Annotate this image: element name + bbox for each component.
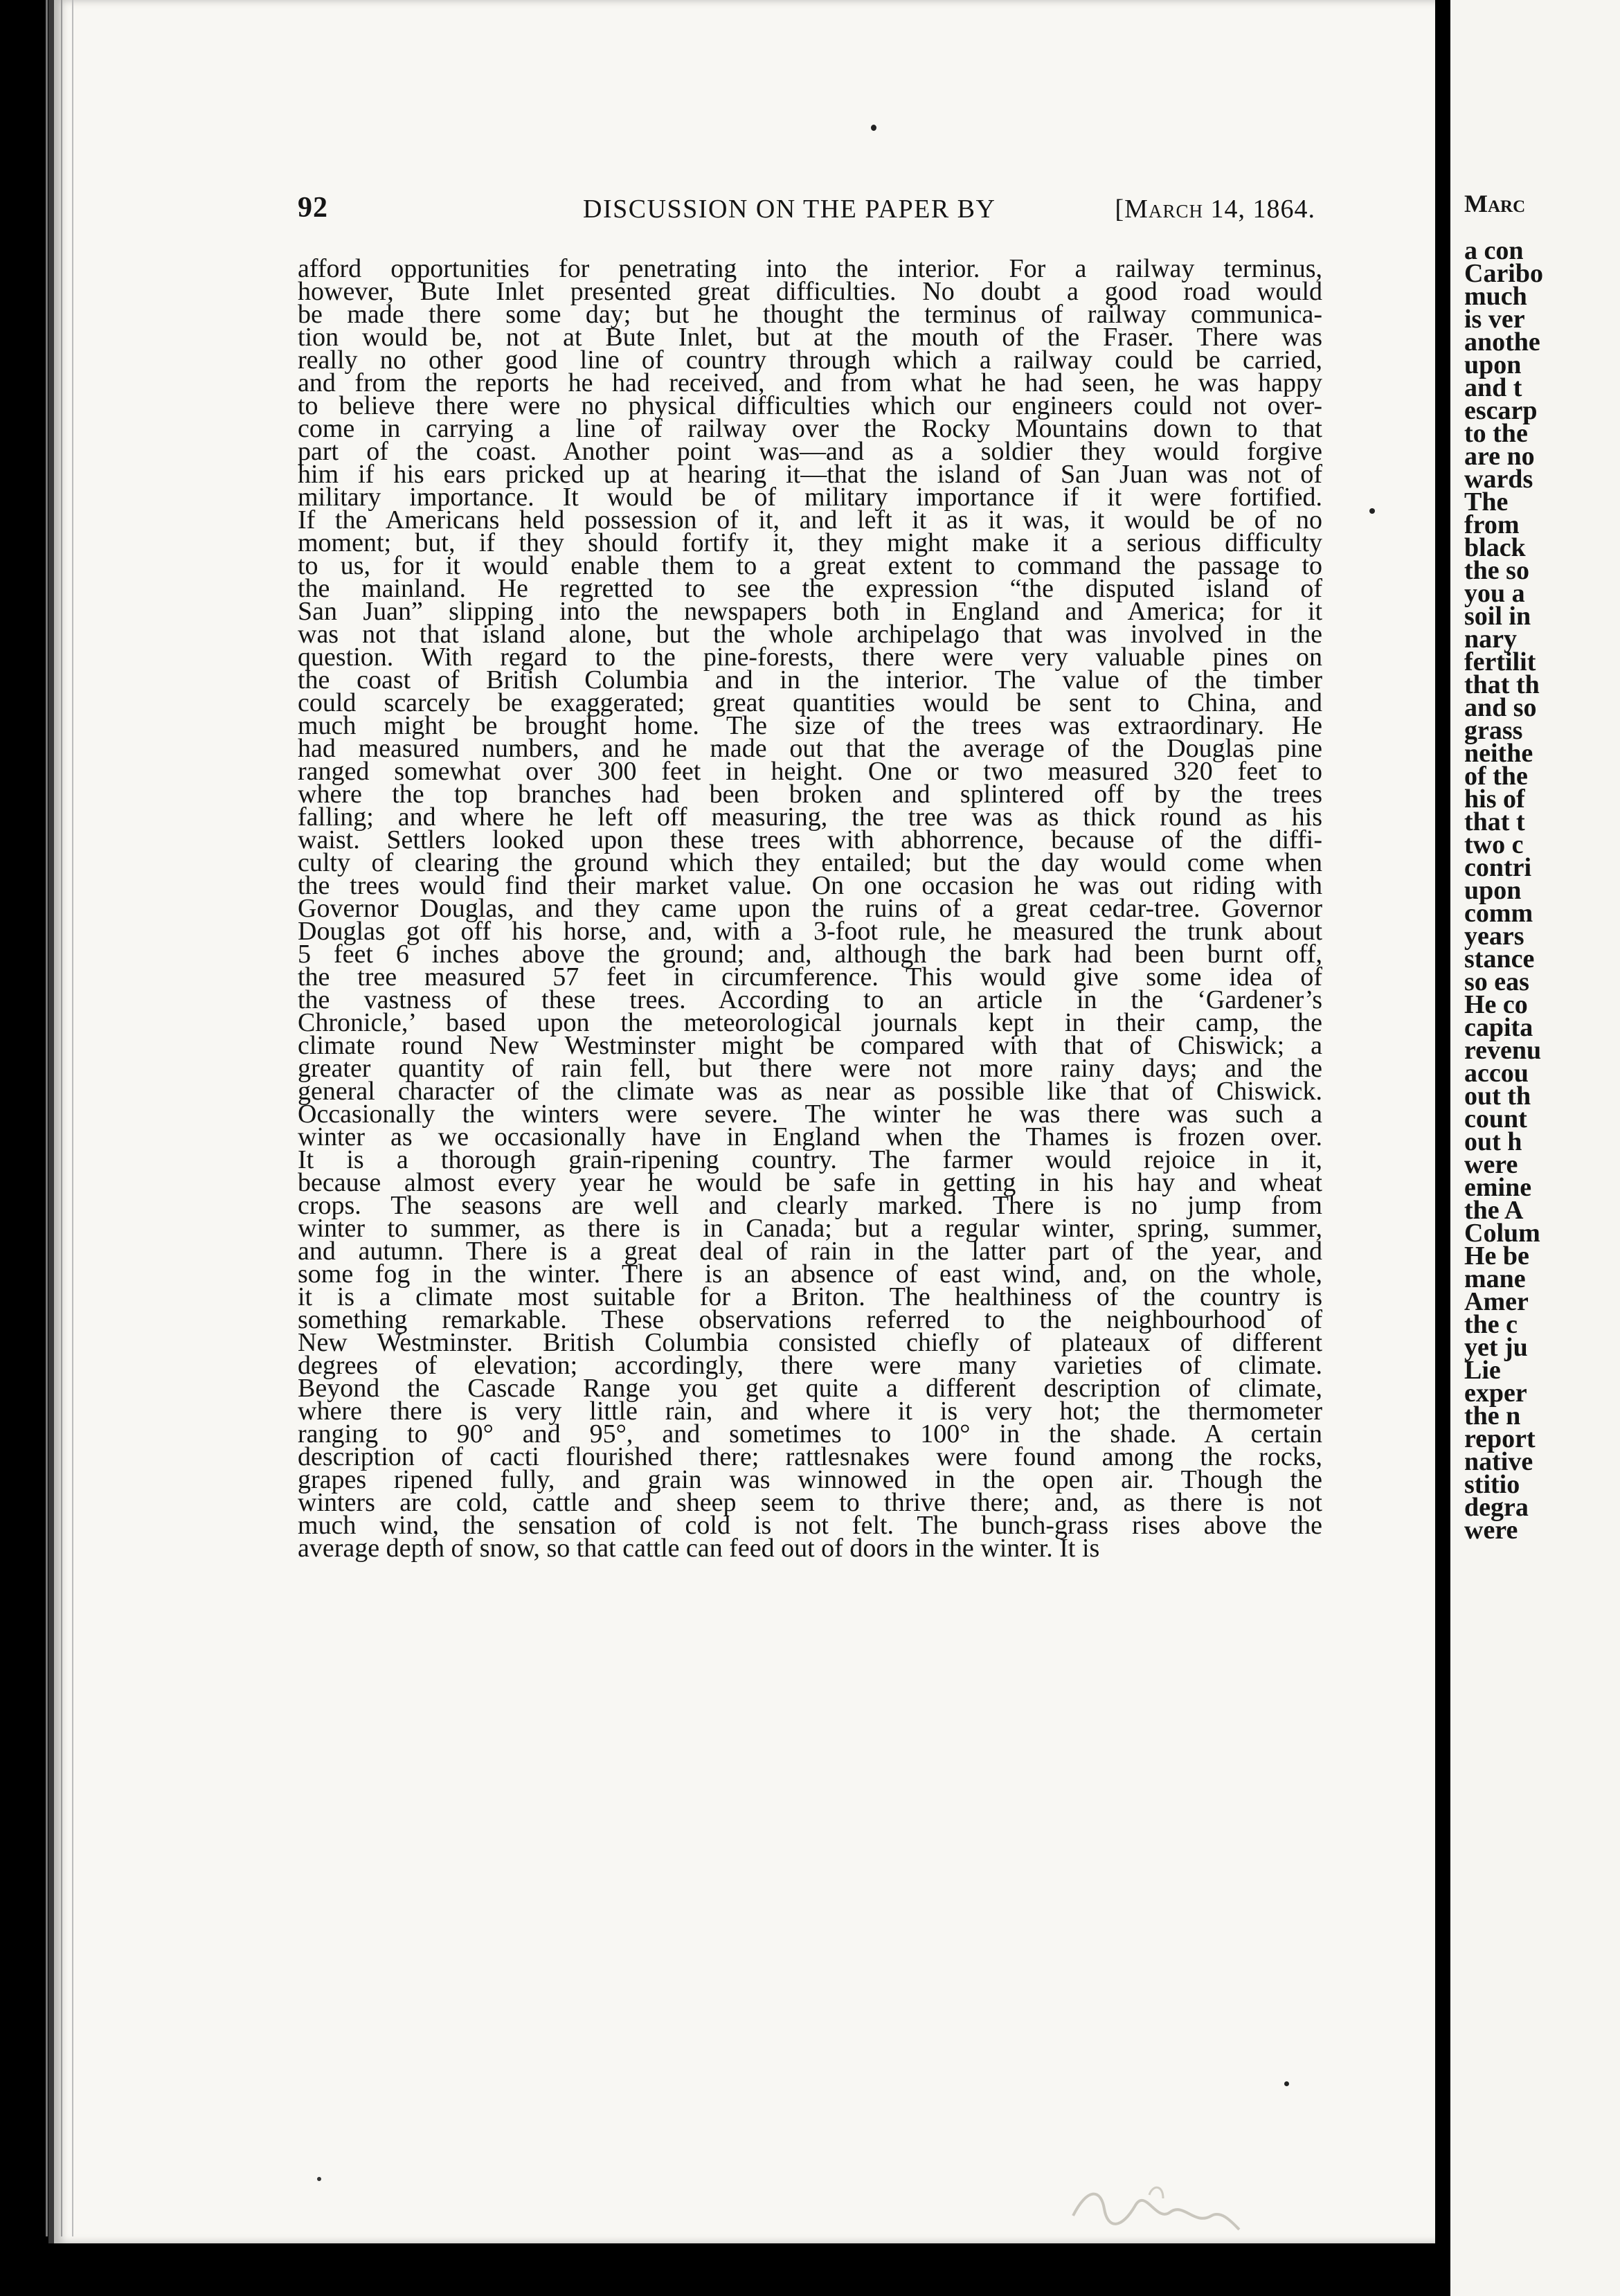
text-line: winter to summer, as there is in Canada; but a regular winter, spring, summer, xyxy=(298,1214,1322,1243)
right-text-line: that t xyxy=(1464,807,1525,836)
right-text-line: upon xyxy=(1464,350,1522,379)
text-line: the vastness of these trees. According to an article in the ‘Gardener’s xyxy=(298,985,1322,1014)
text-line: 5 feet 6 inches above the ground; and, although the bark had been burnt off, xyxy=(298,940,1322,969)
text-line: ranged somewhat over 300 feet in height. One or two measured 320 feet to xyxy=(298,757,1322,786)
text-line: Governor Douglas, and they came upon the ruins of a great cedar-tree. Governor xyxy=(298,894,1322,923)
right-text-line: of the xyxy=(1464,762,1528,791)
text-line: where the top branches had been broken and splintered off by the trees xyxy=(298,780,1322,809)
text-line: average depth of snow, so that cattle can feed out of doors in the winter. It is xyxy=(298,1534,1100,1563)
text-line: was not that island alone, but the whole archipelago that was involved in the xyxy=(298,620,1322,649)
text-line: really no other good line of country through which a railway could be carried, xyxy=(298,346,1322,375)
right-text-line: contri xyxy=(1464,853,1532,882)
ink-speck xyxy=(1369,508,1375,514)
right-text-line: is ver xyxy=(1464,305,1525,334)
right-text-line: wards xyxy=(1464,465,1533,494)
ink-speck xyxy=(317,2177,321,2181)
text-line: to us, for it would enable them to a great extent to command the passage to xyxy=(298,551,1322,580)
right-page xyxy=(1450,0,1620,2296)
text-line: the coast of British Columbia and in the interior. The value of the timber xyxy=(298,665,1322,694)
right-text-line: the c xyxy=(1464,1310,1518,1339)
running-title: DISCUSSION ON THE PAPER BY xyxy=(583,195,996,224)
right-text-line: much xyxy=(1464,282,1527,311)
right-text-line: black xyxy=(1464,533,1526,562)
text-line: much wind, the sensation of cold is not felt. The bunch-grass rises above the xyxy=(298,1511,1322,1540)
right-text-line: years xyxy=(1464,922,1524,951)
right-text-line: stitio xyxy=(1464,1470,1520,1499)
text-line: winters are cold, cattle and sheep seem to thrive there; and, as there is not xyxy=(298,1488,1322,1517)
right-text-line: from xyxy=(1464,510,1520,539)
text-line: much might be brought home. The size of the trees was extraordinary. He xyxy=(298,711,1322,740)
text-line: some fog in the winter. There is an absence of east wind, and, on the whole, xyxy=(298,1259,1322,1289)
right-text-line: the n xyxy=(1464,1401,1521,1430)
binding-edge xyxy=(46,0,48,2236)
right-text-line: out th xyxy=(1464,1082,1531,1111)
right-text-line: native xyxy=(1464,1447,1533,1476)
text-line: greater quantity of rain fell, but there were not more rainy days; and the xyxy=(298,1054,1322,1083)
right-text-line: escarp xyxy=(1464,396,1538,425)
text-line: degrees of elevation; accordingly, there were many varieties of climate. xyxy=(298,1351,1322,1380)
right-text-line: Colum xyxy=(1464,1219,1540,1248)
text-line: come in carrying a line of railway over the Rocky Mountains down to that xyxy=(298,414,1322,443)
right-text-line: are no xyxy=(1464,442,1535,471)
text-line: Beyond the Cascade Range you get quite a different description of climate, xyxy=(298,1374,1322,1403)
right-text-line: fertilit xyxy=(1464,647,1536,676)
text-line: the tree measured 57 feet in circumference. This would give some idea of xyxy=(298,962,1322,992)
text-line: had measured numbers, and he made out that the average of the Douglas pine xyxy=(298,734,1322,763)
ink-speck xyxy=(1284,2081,1289,2086)
right-text-line: count xyxy=(1464,1104,1527,1133)
right-text-line: capita xyxy=(1464,1013,1533,1042)
text-line: him if his ears pricked up at hearing it—that the island of San Juan was not of xyxy=(298,460,1322,489)
text-line: New Westminster. British Columbia consisted chiefly of plateaux of different xyxy=(298,1328,1322,1357)
right-text-line: out h xyxy=(1464,1127,1522,1156)
right-text-line: were xyxy=(1464,1516,1518,1545)
text-line: to believe there were no physical difficulties which our engineers could not over- xyxy=(298,391,1322,420)
right-text-line: comm xyxy=(1464,899,1533,928)
text-line: culty of clearing the ground which they entailed; but the day would come when xyxy=(298,848,1322,877)
binding-edge-inner xyxy=(61,0,62,2236)
text-line: falling; and where he left off measuring, the tree was as thick round as his xyxy=(298,802,1322,832)
text-line: it is a climate most suitable for a Briton. The healthiness of the country is xyxy=(298,1282,1322,1311)
text-line: It is a thorough grain-ripening country. The farmer would rejoice in it, xyxy=(298,1145,1322,1174)
text-line: the trees would find their market value. On one occasion he was out riding with xyxy=(298,871,1322,900)
right-text-line: Lie xyxy=(1464,1356,1501,1385)
text-line: waist. Settlers looked upon these trees with abhorrence, because of the diffi- xyxy=(298,825,1322,854)
right-text-line: that th xyxy=(1464,670,1540,699)
text-line: be made there some day; but he thought the terminus of railway communica- xyxy=(298,300,1322,329)
right-text-line: you a xyxy=(1464,579,1525,608)
text-line: the mainland. He regretted to see the expression “the disputed island of xyxy=(298,574,1322,603)
right-text-line: revenu xyxy=(1464,1036,1542,1065)
right-text-line: and t xyxy=(1464,373,1522,402)
text-line: grapes ripened fully, and grain was winnowed in the open air. Though the xyxy=(298,1465,1322,1494)
right-text-line: exper xyxy=(1464,1379,1527,1408)
right-text-line: a con xyxy=(1464,236,1524,265)
right-text-line: his of xyxy=(1464,784,1525,814)
right-text-line: anothe xyxy=(1464,328,1540,357)
right-text-line: soil in xyxy=(1464,602,1531,631)
right-text-line: Caribo xyxy=(1464,259,1543,288)
text-line: however, Bute Inlet presented great difficulties. No doubt a good road would xyxy=(298,277,1322,306)
right-page-column xyxy=(1464,190,1543,1545)
right-text-line: nary xyxy=(1464,625,1517,654)
text-line: ranging to 90° and 95°, and sometimes to 100° in the shade. A certain xyxy=(298,1419,1322,1449)
right-text-line: yet ju xyxy=(1464,1333,1528,1362)
right-text-line: accou xyxy=(1464,1059,1529,1088)
right-text-line: mane xyxy=(1464,1264,1526,1293)
right-text-line: two c xyxy=(1464,830,1524,859)
text-line: Douglas got off his horse, and, with a 3-foot rule, he measured the trunk about xyxy=(298,917,1322,946)
right-text-line: so eas xyxy=(1464,967,1529,996)
right-text-line: were xyxy=(1464,1150,1518,1179)
text-line: general character of the climate was as near as possible like that of Chiswick. xyxy=(298,1077,1322,1106)
text-line: moment; but, if they should fortify it, they might make it a serious difficulty xyxy=(298,528,1322,557)
text-line: San Juan” slipping into the newspapers both in England and America; for it xyxy=(298,597,1322,626)
text-line: could scarcely be exaggerated; great quantities would be sent to China, and xyxy=(298,688,1322,717)
right-text-line: the so xyxy=(1464,556,1529,585)
running-date: [March 14, 1864. xyxy=(1115,195,1315,224)
right-text-line: The xyxy=(1464,487,1509,517)
ink-speck xyxy=(871,125,876,131)
text-line: Occasionally the winters were severe. The winter he was there was such a xyxy=(298,1100,1322,1129)
text-line: Chronicle,’ based upon the meteorological journals kept in their camp, the xyxy=(298,1008,1322,1037)
text-line: where there is very little rain, and where it is very hot; the thermometer xyxy=(298,1397,1322,1426)
right-page-lines xyxy=(1464,236,1543,1545)
text-line: part of the coast. Another point was—and as a soldier they would forgive xyxy=(298,437,1322,466)
text-line: and autumn. There is a great deal of rain in the latter part of the year, and xyxy=(298,1237,1322,1266)
text-line: description of cacti flourished there; rattlesnakes were found among the rocks, xyxy=(298,1442,1322,1471)
text-line: because almost every year he would be safe in getting in his hay and wheat xyxy=(298,1168,1322,1197)
running-head xyxy=(298,191,1315,233)
text-line: climate round New Westminster might be compared with that of Chiswick; a xyxy=(298,1031,1322,1060)
right-text-line: Amer xyxy=(1464,1287,1529,1316)
text-line: afford opportunities for penetrating into the interior. For a railway terminus, xyxy=(298,254,1322,283)
right-text-line: stance xyxy=(1464,944,1535,974)
binding-edge-inner-2 xyxy=(72,0,73,2236)
page-number: 92 xyxy=(298,192,328,224)
text-line: tion would be, not at Bute Inlet, but at the mouth of the Fraser. There was xyxy=(298,323,1322,352)
right-text-line: degra xyxy=(1464,1493,1529,1522)
body-text xyxy=(298,254,1322,1563)
right-text-line: to the xyxy=(1464,419,1528,448)
text-line: and from the reports he had received, and from what he had seen, he was happy xyxy=(298,368,1322,397)
right-text-line: emine xyxy=(1464,1173,1532,1202)
text-line: something remarkable. These observations referred to the neighbourhood of xyxy=(298,1305,1322,1334)
handwritten-mark xyxy=(1066,2174,1246,2236)
text-line: question. With regard to the pine-forests, there were very valuable pines on xyxy=(298,643,1322,672)
right-text-line: He be xyxy=(1464,1241,1529,1271)
right-text-line: upon xyxy=(1464,876,1522,905)
right-text-line: the A xyxy=(1464,1196,1524,1225)
text-line: If the Americans held possession of it, and left it as it was, it would be of no xyxy=(298,505,1322,535)
text-line: military importance. It would be of military importance if it were fortified. xyxy=(298,483,1322,512)
right-running-head: Marc xyxy=(1464,190,1526,217)
right-text-line: and so xyxy=(1464,693,1537,722)
right-text-line: He co xyxy=(1464,990,1528,1019)
right-text-line: neithe xyxy=(1464,739,1533,768)
text-line: crops. The seasons are well and clearly marked. There is no jump from xyxy=(298,1191,1322,1220)
text-line: winter as we occasionally have in England when the Thames is frozen over. xyxy=(298,1122,1322,1151)
right-text-line: grass xyxy=(1464,716,1523,745)
right-text-line: report xyxy=(1464,1424,1536,1453)
